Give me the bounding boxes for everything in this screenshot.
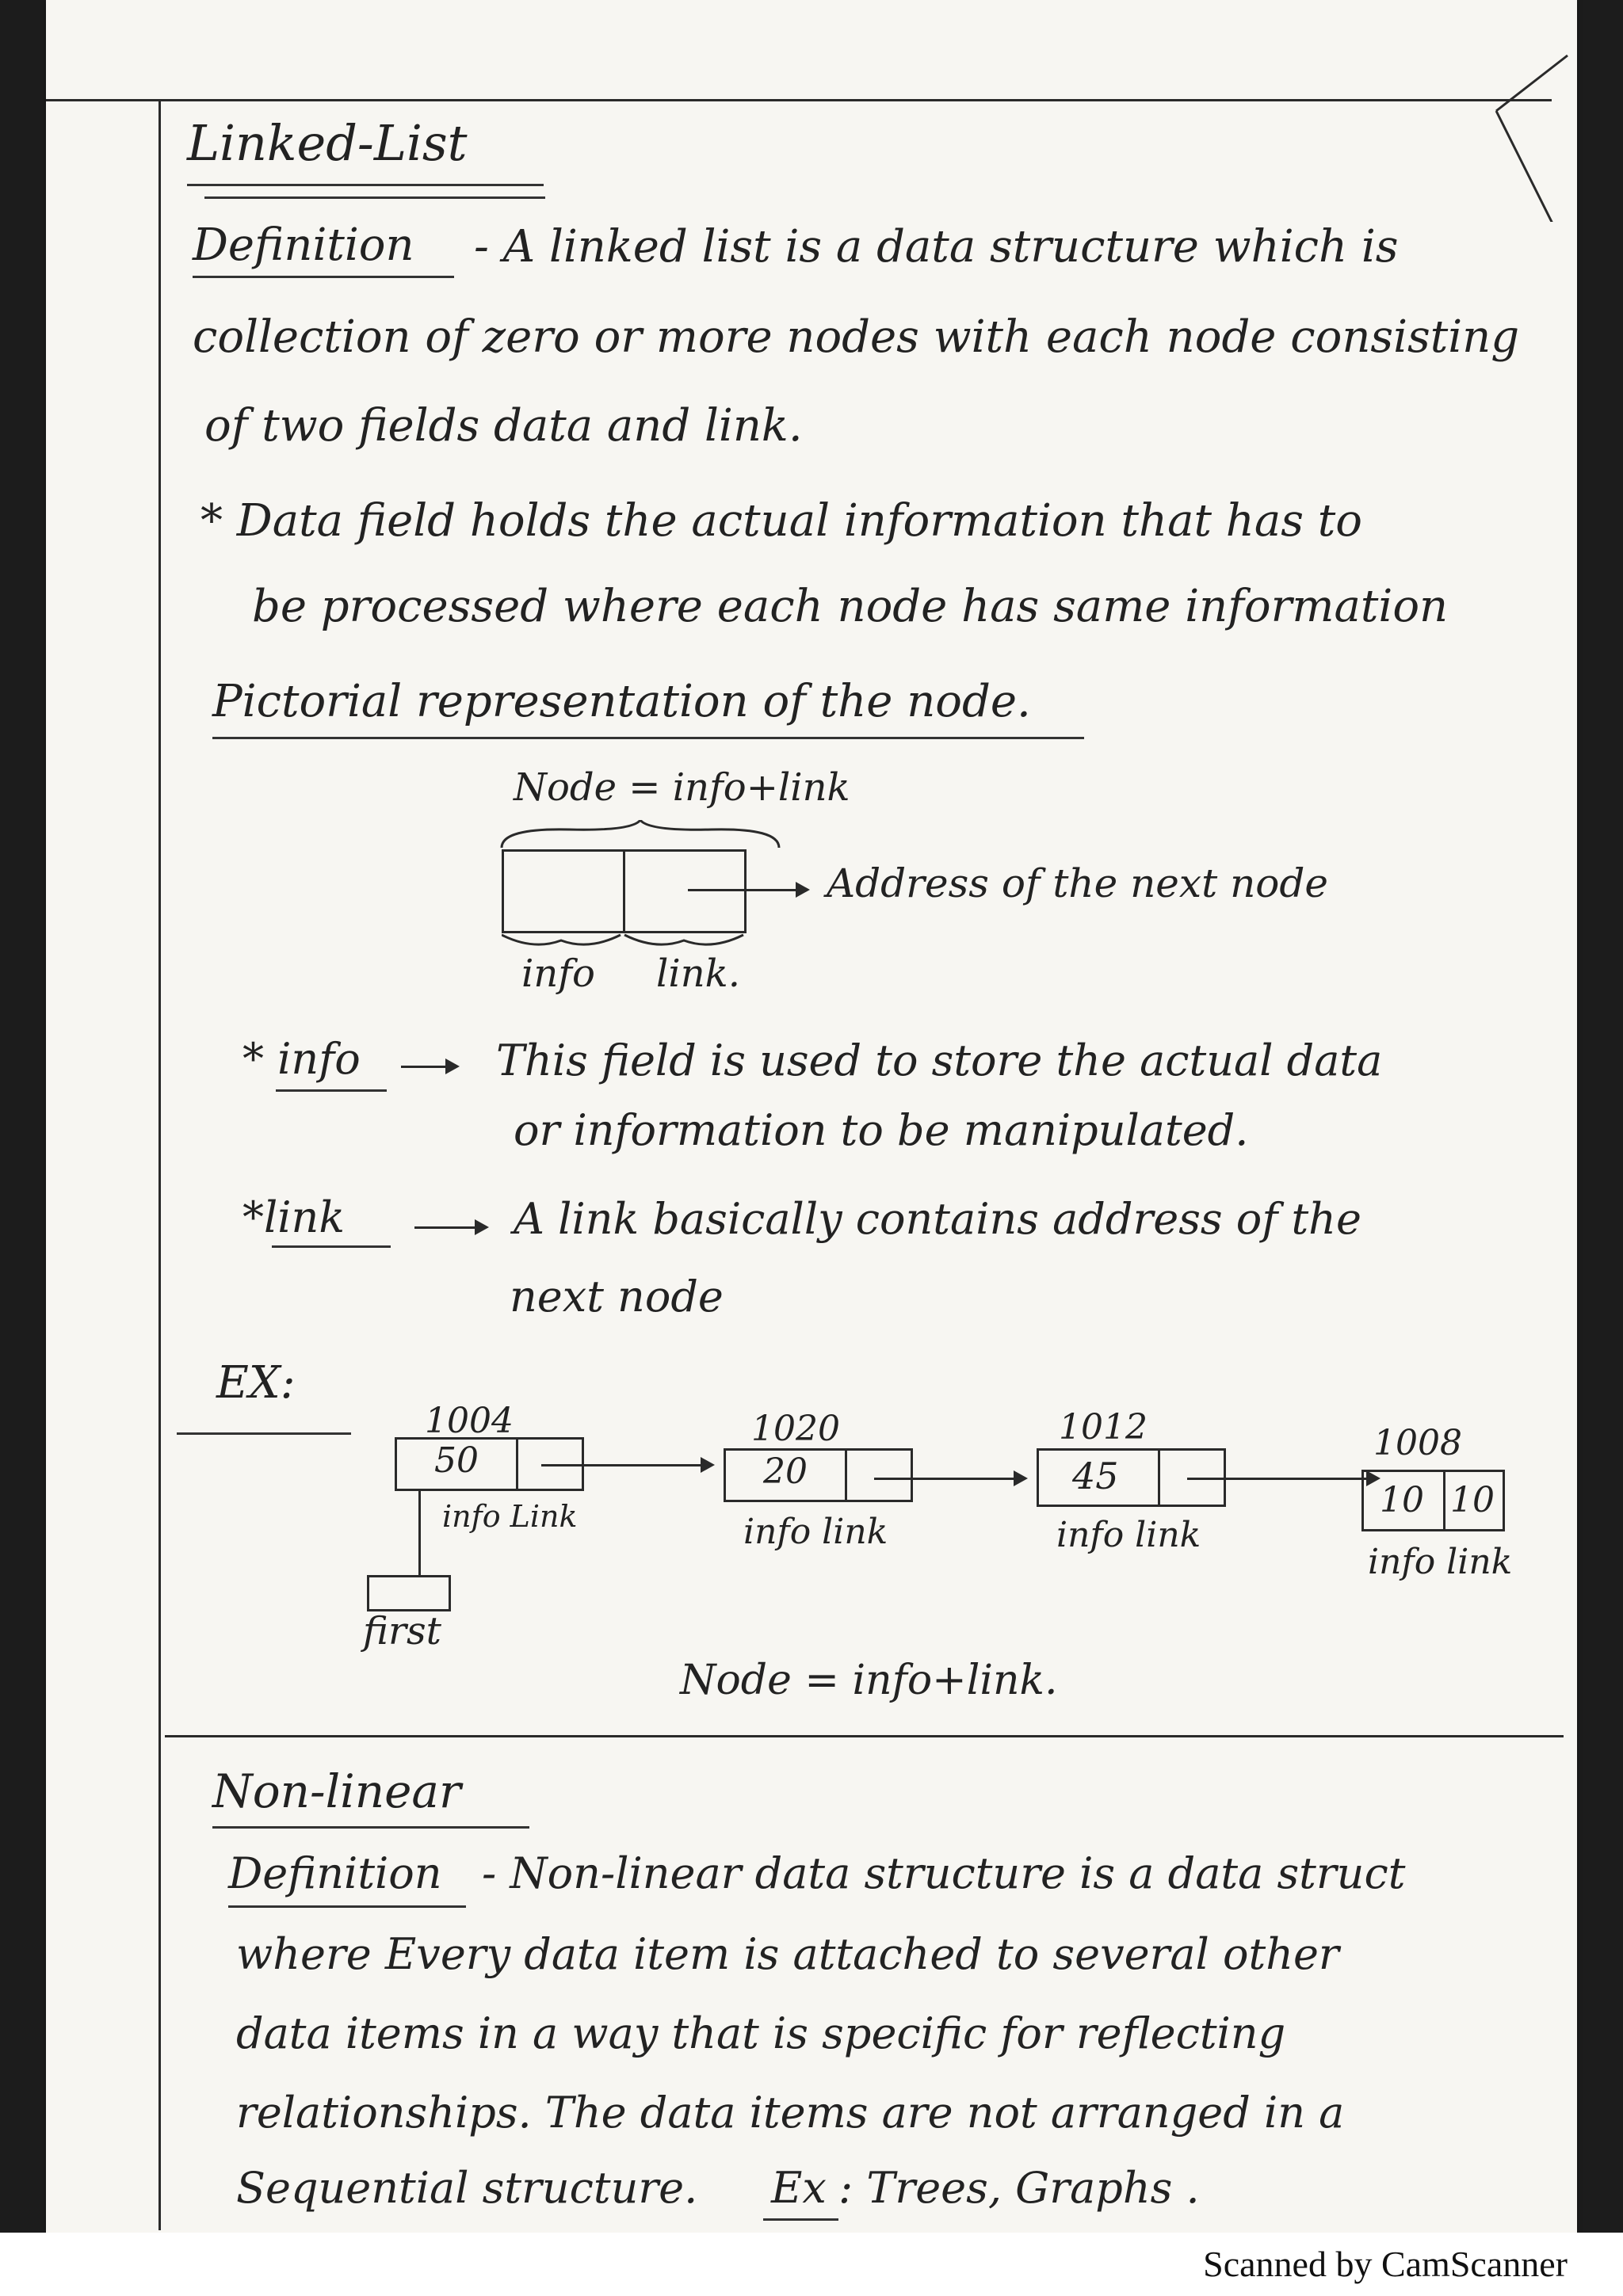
first-label: first <box>363 1609 441 1653</box>
example-underline <box>177 1432 351 1435</box>
non-linear-definition-underline <box>228 1905 466 1908</box>
example-node-4-link-value: 10 <box>1450 1480 1495 1520</box>
example-node-3-address: 1012 <box>1059 1407 1148 1447</box>
node-formula: Node = info+link <box>514 765 850 810</box>
node-info-box <box>502 849 625 933</box>
link-bullet-line-1: A link basically contains address of the <box>514 1194 1361 1244</box>
link-bullet-underline <box>272 1245 391 1248</box>
definition-line-2: collection of zero or more nodes with each node consisting <box>193 311 1520 363</box>
heading-underline <box>187 184 544 186</box>
info-bullet-line-1: This field is used to store the actual data <box>496 1035 1383 1085</box>
info-bullet-label: * info <box>242 1034 361 1084</box>
node-link-box <box>623 849 747 933</box>
non-linear-line-1: - Non-linear data structure is a data struct <box>482 1848 1406 1898</box>
example-node-2-link <box>845 1448 913 1502</box>
corner-doodle <box>1488 48 1575 222</box>
example-node-4-caption: info link <box>1368 1542 1513 1582</box>
example-node-1-info-value: 50 <box>434 1440 479 1481</box>
address-label: Address of the next node <box>827 860 1328 906</box>
section-divider <box>165 1735 1564 1737</box>
info-bullet-arrow <box>401 1066 456 1068</box>
node-brace-top <box>498 820 783 852</box>
non-linear-example-label: Ex <box>771 2163 827 2213</box>
data-field-line-2: be processed where each node has same information <box>252 581 1449 632</box>
non-linear-line-5: Sequential structure. <box>236 2163 698 2213</box>
non-linear-underline <box>212 1826 529 1829</box>
first-box <box>367 1575 451 1611</box>
example-label: EX: <box>216 1357 296 1409</box>
node-address-arrow <box>688 889 807 891</box>
link-bullet-line-2: next node <box>510 1272 724 1322</box>
example-formula: Node = info+link. <box>680 1657 1058 1704</box>
section-heading-non-linear: Non-linear <box>212 1764 461 1818</box>
heading-underline-2 <box>204 196 545 199</box>
non-linear-definition-label: Definition <box>228 1848 442 1898</box>
example-node-3-info-value: 45 <box>1072 1455 1119 1497</box>
non-linear-line-3: data items in a way that is specific for reflecting <box>236 2008 1286 2058</box>
example-node-3-caption: info link <box>1056 1515 1201 1555</box>
non-linear-line-4: relationships. The data items are not arranged in a <box>236 2088 1345 2138</box>
non-linear-example-text: : Trees, Graphs . <box>838 2163 1200 2213</box>
example-node-2-info-value: 20 <box>763 1451 808 1492</box>
definition-line-3: of two fields data and link. <box>204 400 803 452</box>
info-bullet-line-2: or information to be manipulated. <box>514 1105 1249 1155</box>
info-bullet-underline <box>276 1089 387 1092</box>
example-node-1-address: 1004 <box>425 1401 514 1441</box>
definition-line-1: - A linked list is a data structure which is <box>474 221 1399 273</box>
example-arrow-1 <box>541 1464 712 1466</box>
top-rule <box>46 99 1552 101</box>
example-arrow-3 <box>1187 1478 1377 1480</box>
data-field-line-1: * Data field holds the actual information that has to <box>200 495 1362 547</box>
margin-line <box>158 99 161 2230</box>
link-bullet-label: *link <box>242 1192 346 1242</box>
example-node-1-caption: info Link <box>442 1499 578 1534</box>
example-node-4-address: 1008 <box>1373 1423 1462 1463</box>
node-link-caption: link. <box>656 952 740 996</box>
scanner-watermark: Scanned by CamScanner <box>1092 2233 1583 2296</box>
example-node-4-info-value: 10 <box>1380 1480 1424 1520</box>
node-info-caption: info <box>521 952 595 996</box>
definition-underline <box>193 276 454 278</box>
non-linear-example-underline <box>763 2218 838 2221</box>
definition-label: Definition <box>193 219 414 271</box>
first-pointer-line <box>418 1489 421 1577</box>
notebook-page <box>46 0 1577 2233</box>
pictorial-underline <box>212 737 1084 739</box>
example-node-2-address: 1020 <box>751 1409 840 1449</box>
example-node-2-caption: info link <box>743 1512 888 1552</box>
non-linear-line-2: where Every data item is attached to several other <box>236 1929 1339 1979</box>
pictorial-heading: Pictorial representation of the node. <box>212 676 1031 727</box>
section-heading-linked-list: Linked-List <box>187 114 468 172</box>
link-bullet-arrow <box>414 1226 486 1229</box>
example-arrow-2 <box>874 1478 1025 1480</box>
